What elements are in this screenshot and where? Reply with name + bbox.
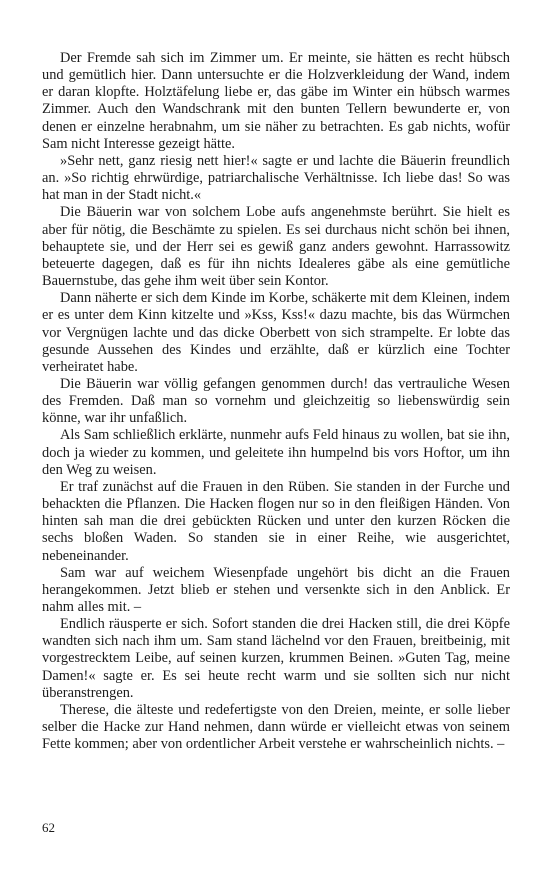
book-page-text — [42, 50, 510, 753]
paragraph: Der Fremde sah sich im Zimmer um. Er meinte, sie hätten es recht hübsch und gemütlich hier. Dann untersuchte er die Holzverkleidung der Wand, indem er daran klopfte. Holztäfelung liebe er, das gäbe im Winter ein hübsch warmes Zimmer. Auch den Wandschrank mit den bunten Tellern bewunderte er, von denen er einzelne herabnahm, um sie näher zu betrachten. Es gab nichts, wofür Sam nicht Interesse gezeigt hätte. — [42, 50, 510, 152]
paragraph: Die Bäuerin war völlig gefangen genommen durch! das vertrauliche Wesen des Fremden. Daß man so vornehm und gleichzeitig so liebenswürdig sein könne, war ihr unfaßlich. — [42, 375, 510, 427]
paragraph: Als Sam schließlich erklärte, nunmehr aufs Feld hinaus zu wollen, bat sie ihn, doch ja wieder zu kommen, und geleitete ihn humpelnd bis vors Hoftor, um ihn den Weg zu weisen. — [42, 427, 510, 478]
paragraph: Dann näherte er sich dem Kinde im Korbe, schäkerte mit dem Kleinen, indem er es unter dem Kinn kitzelte und »Kss, Kss!« dazu machte, bis das Würmchen vor Vergnügen lachte und das dicke Oberbett von sich strampelte. Er lobte das gesunde Aussehen des Kindes und erzählte, daß er kürzlich eine Tochter verheiratet habe. — [42, 290, 510, 375]
paragraph: Die Bäuerin war von solchem Lobe aufs angenehmste berührt. Sie hielt es aber für nötig, die Beschämte zu spielen. Es sei durchaus nicht schön bei ihnen, behauptete sie, und der Herr sei es gewiß ganz anders gewohnt. Harrassowitz beteuerte dagegen, daß es für ihn nichts Idealeres gäbe als eine gemütliche Bauernstube, das gehe ihm weit über sein Kontor. — [42, 204, 510, 290]
paragraph: Therese, die älteste und redefertigste von den Dreien, meinte, er solle lieber selber die Hacke zur Hand nehmen, dann würde er vielleicht etwas von seinem Fette kommen; aber von ordentlicher Arbeit verstehe er wahrscheinlich nichts. – — [42, 701, 510, 753]
page-number: 62 — [42, 820, 55, 835]
paragraph: »Sehr nett, ganz riesig nett hier!« sagte er und lachte die Bäuerin freundlich an. »So richtig ehrwürdige, patriarchalische Verhältnisse. Ich liebe das! So was hat man in der Stadt nicht.« — [42, 152, 510, 204]
paragraph: Endlich räusperte er sich. Sofort standen die drei Hacken still, die drei Köpfe wandten sich nach ihm um. Sam stand lächelnd vor den Frauen, breitbeinig, mit vorgestrecktem Leibe, auf seinen kurzen, krummen Beinen. »Guten Tag, meine Damen!« sagte er. Es sei heute recht warm und sie sollten sich nur nicht überanstrengen. — [42, 616, 510, 701]
paragraph: Er traf zunächst auf die Frauen in den Rüben. Sie standen in der Furche und behackten die Pflanzen. Die Hacken flogen nur so in den fleißigen Händen. Von hinten sah man die drei gebückten Rücken und unter den kurzen Röcken die sechs bloßen Waden. So standen sie in einer Reihe, wie ausgerichtet, nebeneinander. — [42, 478, 510, 564]
paragraph: Sam war auf weichem Wiesenpfade ungehört bis dicht an die Frauen herangekommen. Jetzt blieb er stehen und versenkte sich in den Anblick. Er nahm alles mit. – — [42, 564, 510, 615]
